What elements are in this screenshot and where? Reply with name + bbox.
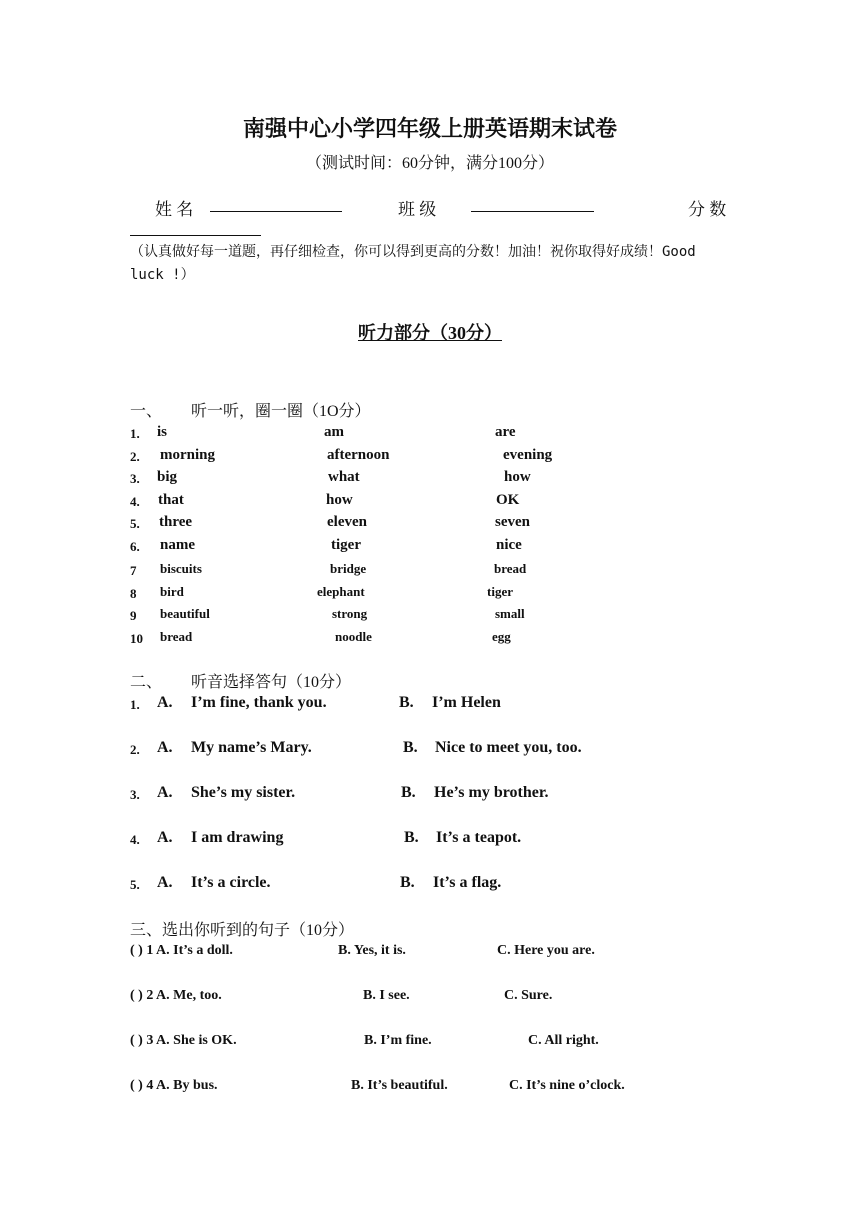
part1-heading-number: 一、 <box>130 403 163 420</box>
word-option-b[interactable]: tiger <box>331 537 361 553</box>
word-option-c[interactable]: OK <box>496 492 520 508</box>
word-option-c[interactable]: egg <box>492 629 511 644</box>
word-option-a[interactable]: big <box>157 469 178 485</box>
word-option-a[interactable]: morning <box>160 447 216 463</box>
question-number: 2. <box>130 742 140 757</box>
exam-title: 南强中心小学四年级上册英语期末试卷 <box>242 116 617 141</box>
score-blank[interactable] <box>130 219 261 241</box>
word-option-b[interactable]: what <box>328 469 360 485</box>
answer-option-a[interactable]: It’s a circle. <box>191 874 271 891</box>
option-a-label: A. <box>157 784 173 801</box>
sentence-option-c[interactable]: C. It’s nine o’clock. <box>509 1078 625 1093</box>
word-option-a[interactable]: name <box>160 537 195 553</box>
word-option-a[interactable]: bird <box>160 584 184 599</box>
option-a-label: A. <box>157 829 173 846</box>
word-option-c[interactable]: how <box>504 469 531 485</box>
question-number: 10 <box>130 631 143 646</box>
word-option-b[interactable]: noodle <box>335 629 372 644</box>
answer-option-b[interactable]: It’s a teapot. <box>436 829 522 846</box>
question-row-option-a[interactable]: ( ) 1 A. It’s a doll. <box>130 943 233 958</box>
word-option-c[interactable]: bread <box>494 561 527 576</box>
part3-heading: 三、选出你听到的句子（10分） <box>130 922 355 939</box>
score-label: 分 数 <box>688 200 727 219</box>
question-number: 5. <box>130 516 140 531</box>
part1-heading: 听一听，圈一圈（1O分） <box>191 403 371 420</box>
question-number: 4. <box>130 494 140 509</box>
option-b-label: B. <box>404 829 419 846</box>
option-b-label: B. <box>401 784 416 801</box>
word-option-c[interactable]: seven <box>495 514 530 530</box>
encouragement-note: （认真做好每一道题，再仔细检查，你可以得到更高的分数！加油！祝你取得好成绩！Good luck !） <box>130 244 696 283</box>
question-number: 7 <box>130 563 137 578</box>
answer-option-a[interactable]: She’s my sister. <box>191 784 296 801</box>
word-option-a[interactable]: beautiful <box>160 606 210 621</box>
question-number: 1. <box>130 697 140 712</box>
word-option-b[interactable]: elephant <box>317 584 365 599</box>
answer-option-a[interactable]: My name’s Mary. <box>191 739 312 756</box>
word-option-a[interactable]: three <box>159 514 193 530</box>
word-option-c[interactable]: small <box>495 606 525 621</box>
word-option-b[interactable]: strong <box>332 606 368 621</box>
question-number: 2. <box>130 449 140 464</box>
question-number: 3. <box>130 471 140 486</box>
answer-option-a[interactable]: I am drawing <box>191 829 284 846</box>
exam-subtitle: （测试时间：60分钟，满分100分） <box>305 155 554 172</box>
answer-option-a[interactable]: I’m fine, thank you. <box>191 694 327 711</box>
sentence-option-b[interactable]: B. Yes, it is. <box>338 943 406 958</box>
question-number: 4. <box>130 832 140 847</box>
word-option-b[interactable]: afternoon <box>327 447 390 463</box>
name-label: 姓 名 <box>155 200 194 219</box>
word-option-c[interactable]: tiger <box>487 584 513 599</box>
sentence-option-b[interactable]: B. I’m fine. <box>364 1033 432 1048</box>
question-number: 3. <box>130 787 140 802</box>
answer-option-b[interactable]: Nice to meet you, too. <box>435 739 582 756</box>
question-number: 9 <box>130 608 137 623</box>
sentence-option-b[interactable]: B. It’s beautiful. <box>351 1078 448 1093</box>
class-blank[interactable] <box>471 195 594 217</box>
option-b-label: B. <box>399 694 414 711</box>
option-b-label: B. <box>403 739 418 756</box>
class-label: 班 级 <box>398 200 437 219</box>
part2-heading-number: 二、 <box>130 674 163 691</box>
answer-option-b[interactable]: It’s a flag. <box>433 874 502 891</box>
question-number: 5. <box>130 877 140 892</box>
option-a-label: A. <box>157 694 173 711</box>
question-row-option-a[interactable]: ( ) 3 A. She is OK. <box>130 1033 237 1048</box>
sentence-option-c[interactable]: C. All right. <box>528 1033 599 1048</box>
question-number: 1. <box>130 426 140 441</box>
part2-heading: 听音选择答句（10分） <box>191 674 352 691</box>
word-option-a[interactable]: biscuits <box>160 561 202 576</box>
word-option-a[interactable]: is <box>157 424 168 440</box>
word-option-b[interactable]: bridge <box>330 561 367 576</box>
word-option-a[interactable]: bread <box>160 629 193 644</box>
word-option-c[interactable]: evening <box>503 447 553 463</box>
word-option-c[interactable]: are <box>495 424 516 440</box>
word-option-b[interactable]: am <box>324 424 344 440</box>
question-row-option-a[interactable]: ( ) 2 A. Me, too. <box>130 988 222 1003</box>
sentence-option-c[interactable]: C. Sure. <box>504 988 553 1003</box>
word-option-a[interactable]: that <box>158 492 184 508</box>
word-option-b[interactable]: eleven <box>327 514 367 530</box>
answer-option-b[interactable]: He’s my brother. <box>434 784 549 801</box>
option-b-label: B. <box>400 874 415 891</box>
name-blank[interactable] <box>210 195 342 217</box>
question-number: 6. <box>130 539 140 554</box>
option-a-label: A. <box>157 739 173 756</box>
word-option-c[interactable]: nice <box>496 537 522 553</box>
word-option-b[interactable]: how <box>326 492 353 508</box>
listening-section-title: 听力部分（30分） <box>358 323 502 343</box>
sentence-option-b[interactable]: B. I see. <box>363 988 410 1003</box>
question-row-option-a[interactable]: ( ) 4 A. By bus. <box>130 1078 218 1093</box>
sentence-option-c[interactable]: C. Here you are. <box>497 943 595 958</box>
option-a-label: A. <box>157 874 173 891</box>
answer-option-b[interactable]: I’m Helen <box>432 694 501 711</box>
question-number: 8 <box>130 586 137 601</box>
